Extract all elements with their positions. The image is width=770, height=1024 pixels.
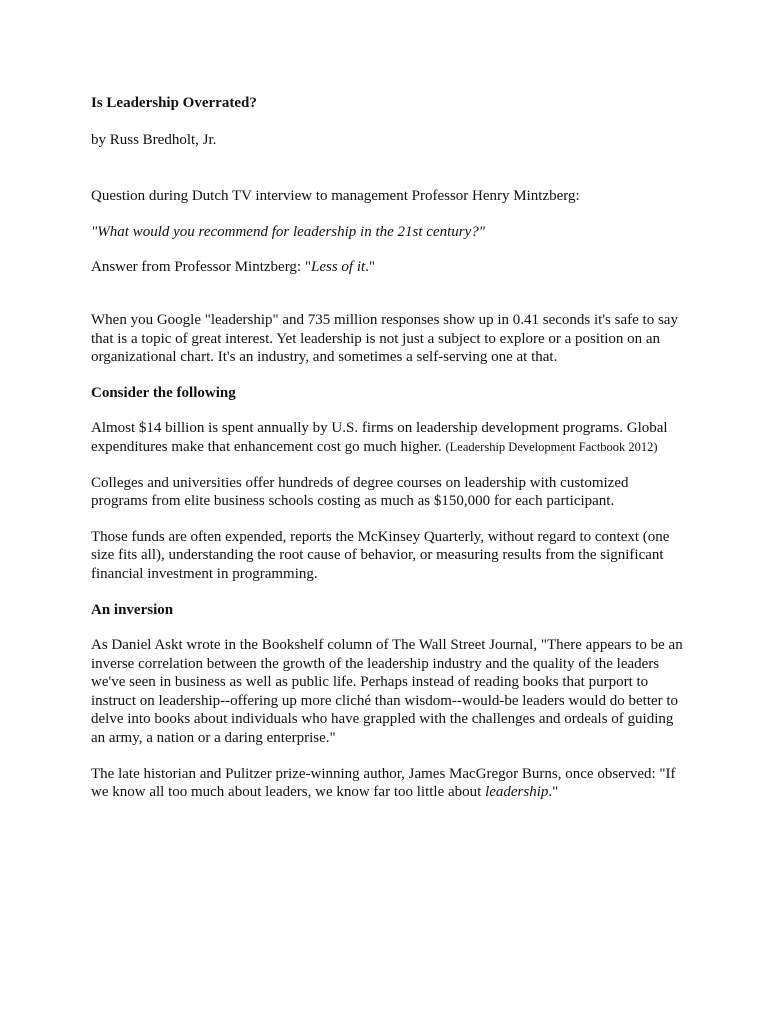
paragraph-askt: As Daniel Askt wrote in the Bookshelf column of The Wall Street Journal, "There appears to be an inverse correlation between the growth of the leadership industry and the quality of the leaders we've seen in business as well as public life. Perhaps instead of reading books that purport to instruct on leadership--offering up more cliché than wisdom--would-be leaders would do better to delve into books about individuals who have grappled with the challenges and ordeals of guiding an army, a nation or a daring enterprise." (91, 637, 683, 747)
heading-inversion: An inversion (91, 601, 174, 618)
heading-consider: Consider the following (91, 384, 236, 401)
paragraph-colleges: Colleges and universities offer hundreds of degree courses on leadership with customized programs from elite business schools costing as much as $150,000 for each participant. (91, 474, 629, 510)
paragraph-burns-text: The late historian and Pulitzer prize-winning author, James MacGregor Burns, once observed: "If we know all too much about leaders, we know far too little about (91, 765, 676, 801)
burns-end: ." (548, 784, 559, 801)
burns-italic: leadership (485, 784, 549, 801)
paragraph-google: When you Google "leadership" and 735 million responses show up in 0.41 seconds it's safe to say that is a topic of great interest. Yet leadership is not just a subject to explore or a position on an organizational chart. It's an industry, and sometimes a self-serving one at that. (91, 311, 678, 366)
citation-factbook: (Leadership Development Factbook 2012) (445, 439, 658, 454)
byline: by Russ Bredholt, Jr. (91, 131, 217, 148)
answer-suffix: ." (365, 259, 376, 276)
question-intro: Question during Dutch TV interview to management Professor Henry Mintzberg: (91, 188, 580, 205)
answer-prefix: Answer from Professor Mintzberg: " (91, 259, 311, 276)
article-title: Is Leadership Overrated? (91, 95, 257, 111)
document-page (91, 94, 687, 802)
paragraph-spending-text: Almost $14 billion is spent annually by U.S. firms on leadership development programs. Global expenditures make that enhancement cost go much higher. (91, 420, 668, 455)
paragraph-burns (91, 765, 687, 802)
paragraph-mckinsey: Those funds are often expended, reports the McKinsey Quarterly, without regard to context (one size fits all), understanding the root cause of behavior, or measuring results from the significant financial investment in programming. (91, 528, 670, 582)
answer-line (91, 258, 687, 277)
answer-italic: Less of it (310, 259, 366, 276)
question-quote: "What would you recommend for leadership in the 21st century?" (91, 223, 486, 240)
paragraph-spending (91, 419, 687, 456)
